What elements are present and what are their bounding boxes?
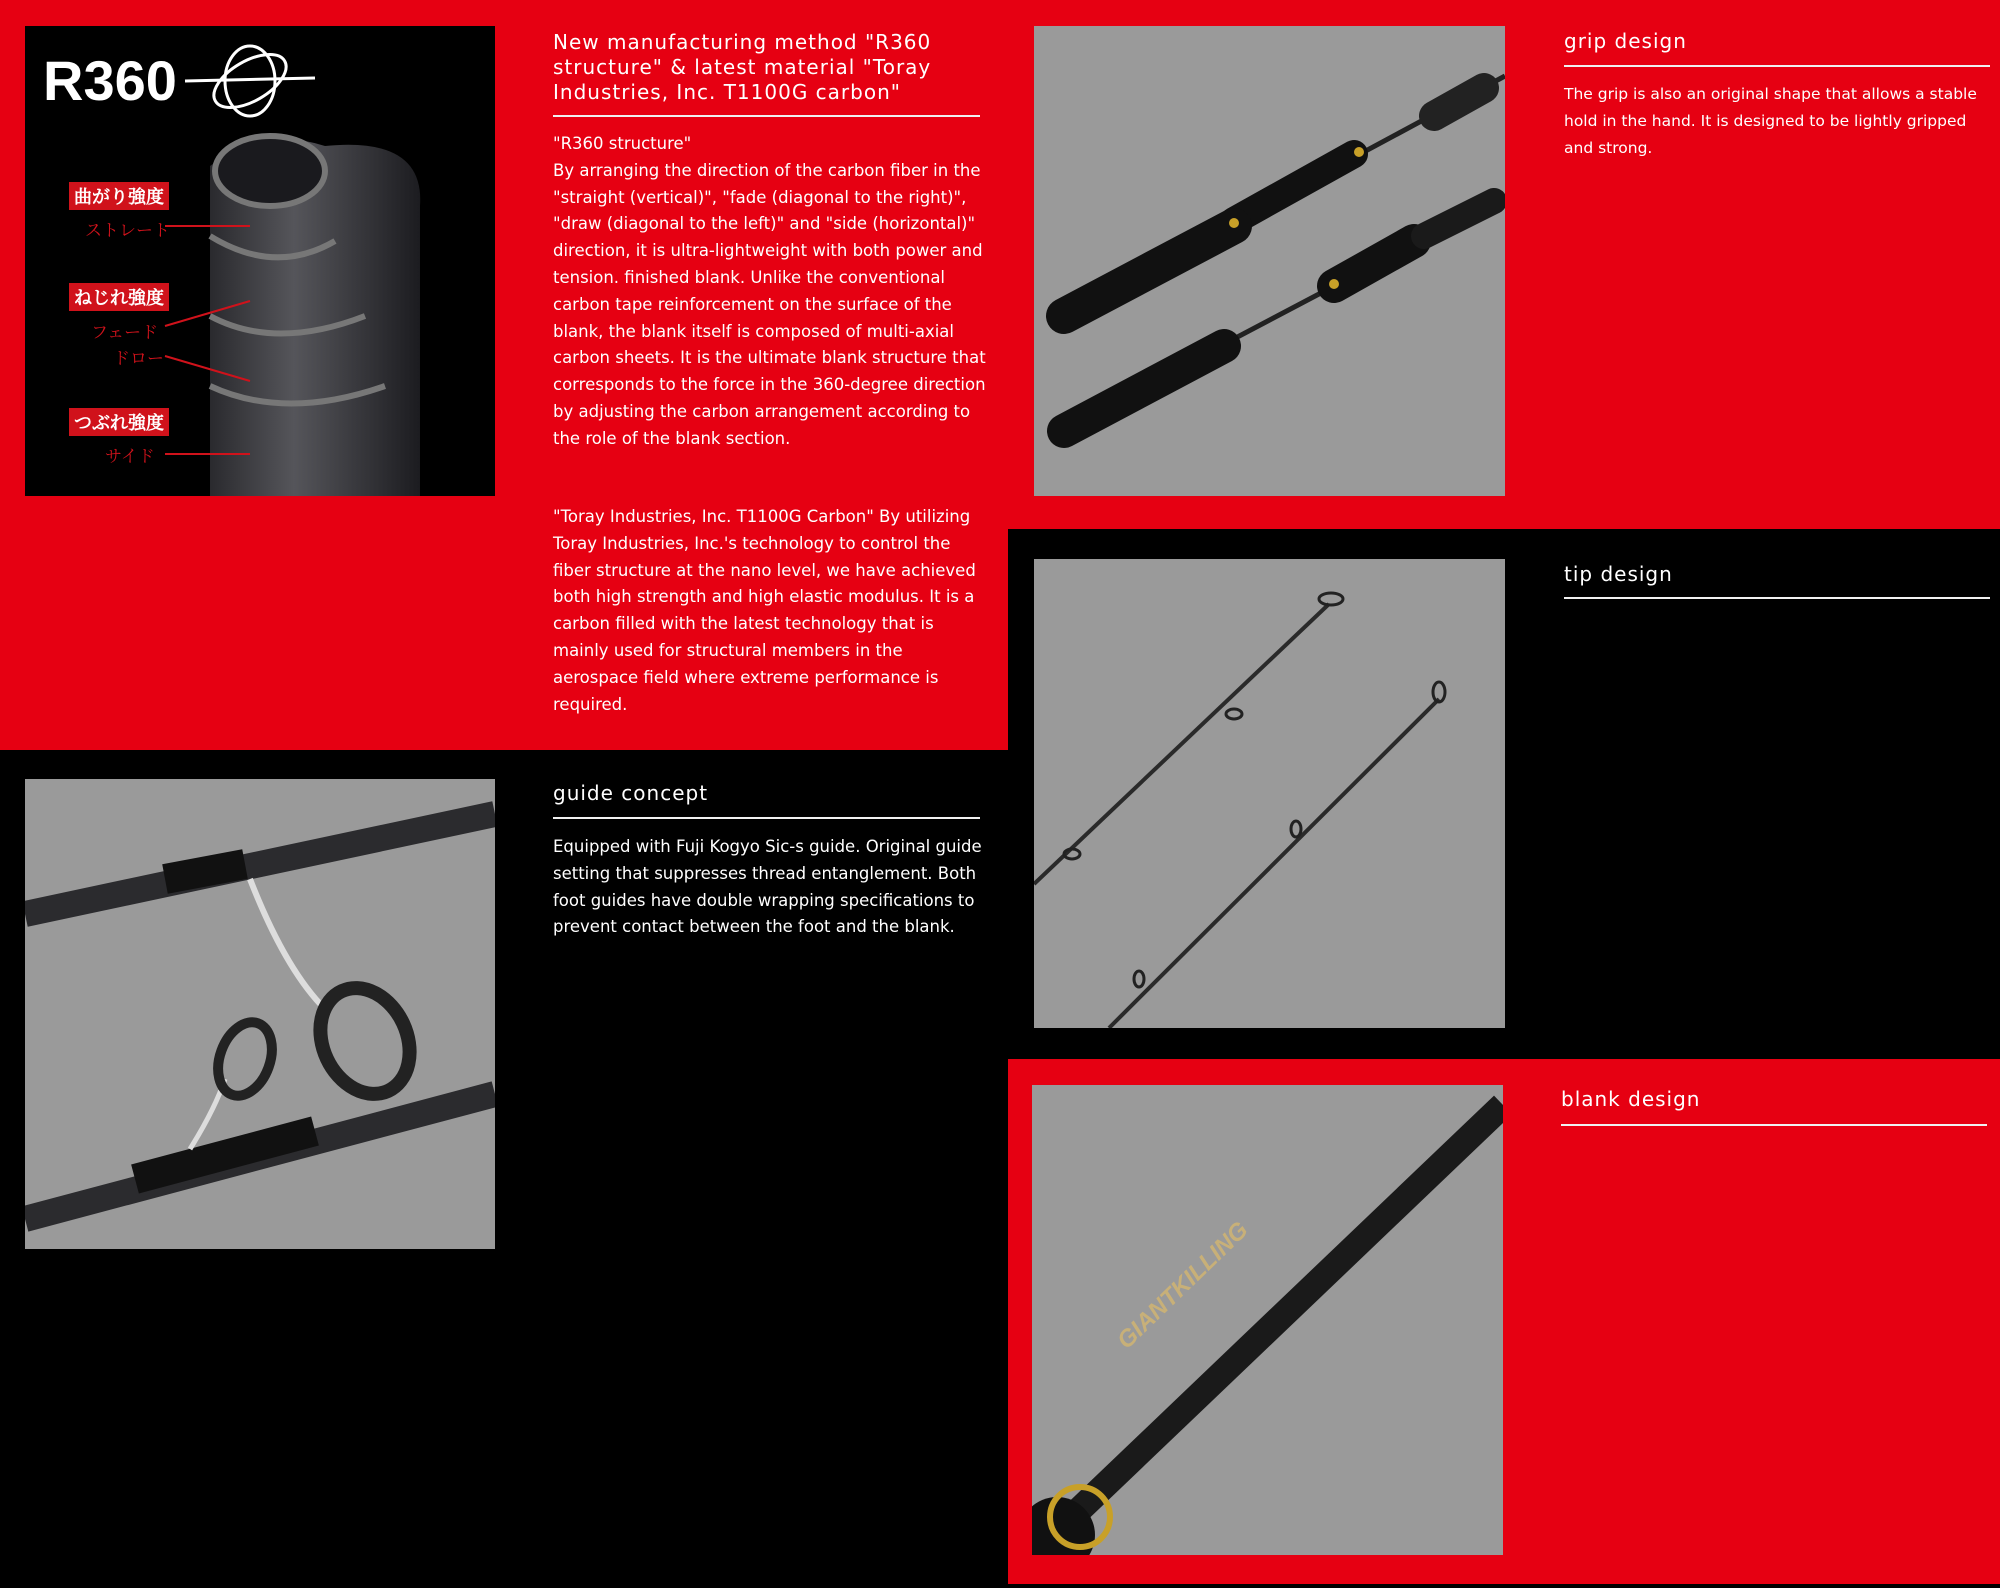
blank-image bbox=[1032, 1085, 1503, 1555]
grip-image bbox=[1034, 26, 1505, 496]
grip-heading: grip design bbox=[1564, 29, 1687, 53]
label-torsion-strength: ねじれ強度 bbox=[69, 283, 169, 311]
guide-image bbox=[25, 779, 495, 1249]
divider bbox=[1564, 65, 1990, 67]
divider bbox=[1564, 597, 1990, 599]
r360-heading: New manufacturing method "R360 structure" & latest material "Toray Industries, Inc. T1100G carbon" bbox=[553, 30, 932, 104]
label-crush-strength: つぶれ強度 bbox=[69, 408, 169, 436]
grip-text: The grip is also an original shape that allows a stable hold in the hand. It is designed to be lightly gripped and strong. bbox=[1564, 85, 1977, 157]
guide-heading: guide concept bbox=[553, 781, 709, 805]
divider bbox=[553, 115, 980, 117]
t1100g-text: "Toray Industries, Inc. T1100G Carbon" By utilizing Toray Industries, Inc.'s technology to control the fiber structure at the nano level, we have achieved both high strength and high elastic modulus. It is a carbon filled with the latest technology that is mainly used for structural members in the aerospace field where extreme performance is required. bbox=[553, 507, 976, 714]
guide-text: Equipped with Fuji Kogyo Sic-s guide. Original guide setting that suppresses thread entanglement. Both foot guides have double wrapping specifications to prevent contact between the foot and the blank. bbox=[553, 837, 982, 937]
tip-heading: tip design bbox=[1564, 562, 1673, 586]
divider bbox=[553, 817, 980, 819]
rod-brand-text: GIANTKILLING bbox=[1112, 1216, 1254, 1355]
label-draw: ドロー bbox=[113, 349, 164, 369]
label-side: サイド bbox=[105, 447, 155, 467]
r360-logo: R360 bbox=[43, 49, 177, 112]
label-bending-strength: 曲がり強度 bbox=[69, 182, 169, 210]
tip-image bbox=[1034, 559, 1505, 1028]
label-straight: ストレート bbox=[85, 221, 170, 241]
divider bbox=[1561, 1124, 1987, 1126]
r360-structure-text: "R360 structure" By arranging the direction of the carbon fiber in the "straight (vertical)", "fade (diagonal to the right)", "draw (diagonal to the left)" and "side (horizontal)" direction, it is ultra-lightweight with both power and tension. finished blank. Unlike the conventional carbon tape reinforcement on the surface of the blank, the blank itself is composed of multi-axial carbon sheets. It is the ultimate blank structure that corresponds to the force in the 360-degree direction by adjusting the carbon arrangement according to the role of the blank section. bbox=[553, 134, 986, 448]
label-fade: フェード bbox=[91, 323, 159, 343]
blank-heading: blank design bbox=[1561, 1087, 1701, 1111]
r360-structure-image bbox=[25, 26, 495, 496]
